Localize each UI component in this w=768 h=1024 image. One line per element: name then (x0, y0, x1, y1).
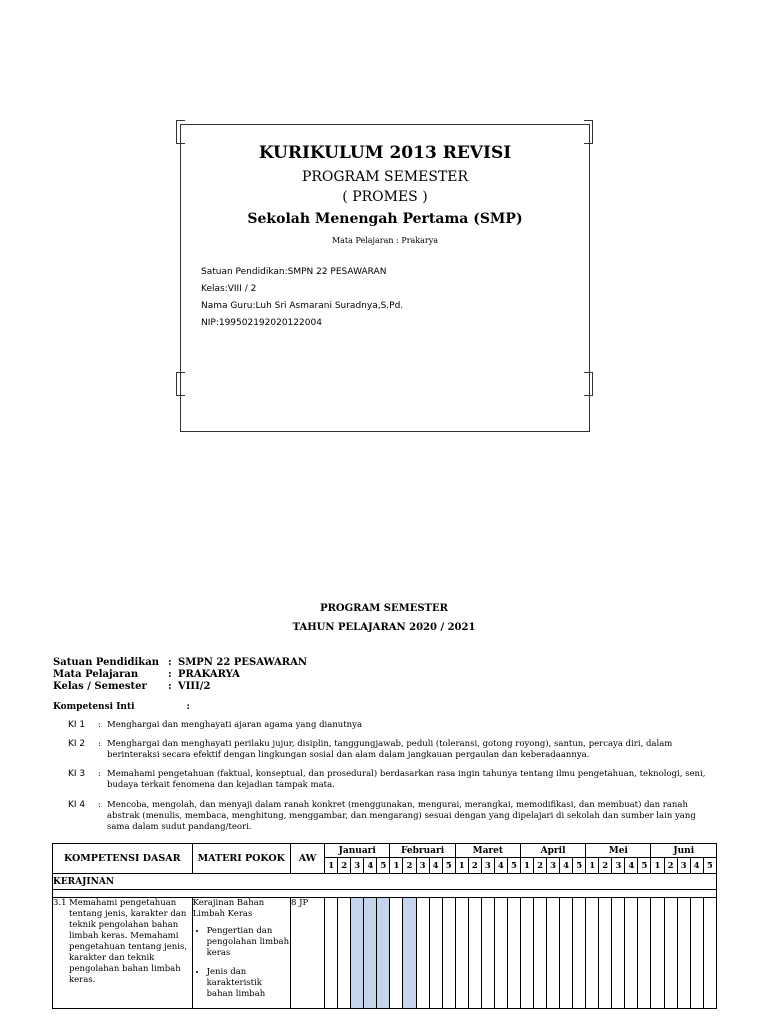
cover-info-school: Satuan Pendidikan:SMPN 22 PESAWARAN (201, 267, 387, 277)
week-cell (547, 898, 560, 1009)
week-number: 5 (638, 858, 651, 874)
page-subtitle: TAHUN PELAJARAN 2020 / 2021 (292, 622, 476, 633)
section-label: KERAJINAN (53, 874, 717, 890)
aw-cell: 8 JP (290, 898, 324, 1009)
cover-info-teacher: Nama Guru:Luh Sri Asmarani Suradnya,S.Pd. (201, 301, 404, 311)
week-number: 1 (651, 858, 664, 874)
week-number: 4 (560, 858, 573, 874)
week-cell (507, 898, 520, 1009)
cover-subject: Mata Pelajaran : Prakarya (331, 236, 439, 245)
week-cell (416, 898, 429, 1009)
meta-label: Satuan Pendidikan (53, 657, 159, 668)
week-cell (573, 898, 586, 1009)
mp-cell (192, 898, 290, 1009)
ki-item (68, 800, 718, 833)
week-cell (677, 898, 690, 1009)
kd-cell (53, 898, 193, 1009)
mp-title: Kerajinan Bahan Limbah Keras (192, 898, 265, 919)
ki-sep: : (98, 720, 101, 730)
ki-text: Memahami pengetahuan (faktual, konseptual, dan prosedural) berdasarkan rasa ingin tahunya tentang ilmu pengetahuan, teknologi, seni, budaya terkait fenomena dan kejadian tampak mata. (107, 769, 706, 790)
week-number: 1 (586, 858, 599, 874)
col-materi-pokok: MATERI POKOK (192, 844, 290, 874)
month-header: Juni (651, 844, 717, 858)
week-cell (612, 898, 625, 1009)
ki-text: Menghargai dan menghayati ajaran agama yang dianutnya (107, 720, 363, 730)
week-cell (325, 898, 338, 1009)
ki-heading-sep: : (186, 702, 190, 712)
cover-school-level: Sekolah Menengah Pertama (SMP) (247, 211, 523, 227)
week-cell (338, 898, 351, 1009)
week-number: 2 (403, 858, 416, 874)
week-number: 4 (690, 858, 703, 874)
mp-item: • Pengertian dan pengolahan limbah keras (207, 926, 290, 959)
week-cell (481, 898, 494, 1009)
month-header: Februari (390, 844, 455, 858)
month-header: Mei (586, 844, 651, 858)
week-number: 5 (573, 858, 586, 874)
week-cell (429, 898, 442, 1009)
ki-text: Mencoba, mengolah, dan menyaji dalam ranah konkret (menggunakan, mengurai, merangkai, memodifikasi, dan membuat) dan ranah abstrak (menulis, membaca, menghitung, menggambar, dan mengarang) sesuai dengan yang dipelajari di sekolah dan sumber lain yang sama dalam sudut pandang/teori. (107, 800, 696, 832)
meta-block (53, 657, 307, 693)
spacer-row (53, 890, 717, 898)
week-number: 5 (507, 858, 520, 874)
col-aw: AW (290, 844, 324, 874)
meta-label: Kelas / Semester (53, 681, 147, 692)
week-cell (520, 898, 533, 1009)
week-cell (455, 898, 468, 1009)
week-number: 4 (364, 858, 377, 874)
ki-code: KI 1 (68, 720, 86, 730)
week-number: 5 (442, 858, 455, 874)
week-cell (638, 898, 651, 1009)
week-number: 5 (377, 858, 390, 874)
week-number: 2 (664, 858, 677, 874)
week-cell (534, 898, 547, 1009)
week-cell (442, 898, 455, 1009)
ki-code: KI 3 (68, 769, 86, 779)
week-cell (703, 898, 716, 1009)
cover-abbrev: ( PROMES ) (342, 189, 428, 205)
week-number: 5 (703, 858, 716, 874)
meta-value: VIII/2 (178, 681, 211, 692)
week-cell (364, 898, 377, 1009)
week-cell (625, 898, 638, 1009)
week-number: 1 (520, 858, 533, 874)
week-number: 4 (494, 858, 507, 874)
meta-sep: : (168, 669, 172, 680)
meta-label: Mata Pelajaran (53, 669, 139, 680)
meta-sep: : (168, 681, 172, 692)
week-number: 3 (416, 858, 429, 874)
cover-info-nip: NIP:199502192020122004 (201, 318, 322, 328)
cover-title: KURIKULUM 2013 REVISI (258, 143, 512, 163)
week-cell (377, 898, 390, 1009)
week-cell (664, 898, 677, 1009)
page-title: PROGRAM SEMESTER (320, 603, 448, 614)
week-number: 3 (351, 858, 364, 874)
week-cell (468, 898, 481, 1009)
table-header-row (53, 844, 717, 858)
ki-item (68, 739, 718, 761)
week-cell (494, 898, 507, 1009)
meta-row (53, 657, 307, 669)
kd-number: 3.1 (53, 898, 67, 908)
spacer-cell (53, 890, 717, 898)
mp-list (193, 926, 290, 1000)
week-number: 2 (338, 858, 351, 874)
month-header: Maret (455, 844, 520, 858)
mp-item: • Jenis dan karakteristik bahan limbah (207, 967, 290, 1000)
cover-info (201, 267, 403, 335)
week-number: 2 (599, 858, 612, 874)
week-number: 3 (677, 858, 690, 874)
ki-sep: : (98, 739, 101, 749)
ki-item (68, 769, 718, 791)
week-number: 3 (547, 858, 560, 874)
week-cell (599, 898, 612, 1009)
week-number: 1 (390, 858, 403, 874)
cover-subtitle: PROGRAM SEMESTER (301, 169, 469, 185)
week-cell (651, 898, 664, 1009)
meta-row (53, 681, 307, 693)
promes-table (52, 843, 717, 1009)
week-number: 3 (481, 858, 494, 874)
meta-row (53, 669, 307, 681)
meta-value: SMPN 22 PESAWARAN (178, 657, 308, 668)
meta-sep: : (168, 657, 172, 668)
week-number: 1 (455, 858, 468, 874)
week-cell (390, 898, 403, 1009)
week-cell (690, 898, 703, 1009)
section-row (53, 874, 717, 890)
week-cell (351, 898, 364, 1009)
month-header: April (520, 844, 585, 858)
ki-item (68, 720, 718, 731)
ki-code: KI 4 (68, 800, 86, 810)
week-number: 2 (468, 858, 481, 874)
month-header: Januari (325, 844, 390, 858)
cover-frame (180, 124, 590, 432)
week-number: 4 (429, 858, 442, 874)
week-cell (560, 898, 573, 1009)
cover-info-class: Kelas:VIII / 2 (201, 284, 257, 294)
week-cell (403, 898, 416, 1009)
week-number: 4 (625, 858, 638, 874)
ki-sep: : (98, 769, 101, 779)
ki-heading-label: Kompetensi Inti (53, 702, 135, 712)
table-row (53, 898, 717, 1009)
week-number: 2 (534, 858, 547, 874)
kd-text: Memahami pengetahuan tentang jenis, karakter dan teknik pengolahan bahan limbah keras. Memahami pengetahuan tentang jenis, karakter dan teknik pengolahan bahan limbah keras. (69, 898, 188, 985)
week-number: 3 (612, 858, 625, 874)
ki-code: KI 2 (68, 739, 86, 749)
ki-heading (53, 702, 190, 712)
ki-sep: : (98, 800, 101, 810)
week-number: 1 (325, 858, 338, 874)
col-kompetensi-dasar: KOMPETENSI DASAR (53, 844, 193, 874)
ki-text: Menghargai dan menghayati perilaku jujur, disiplin, tanggungjawab, peduli (toleransi, gotong royong), santun, percaya diri, dalam berinteraksi secara efektif dengan lingkungan sosial dan alam dalam jangkauan pergaulan dan keberadaannya. (107, 739, 673, 760)
meta-value: PRAKARYA (178, 669, 240, 680)
week-cell (586, 898, 599, 1009)
